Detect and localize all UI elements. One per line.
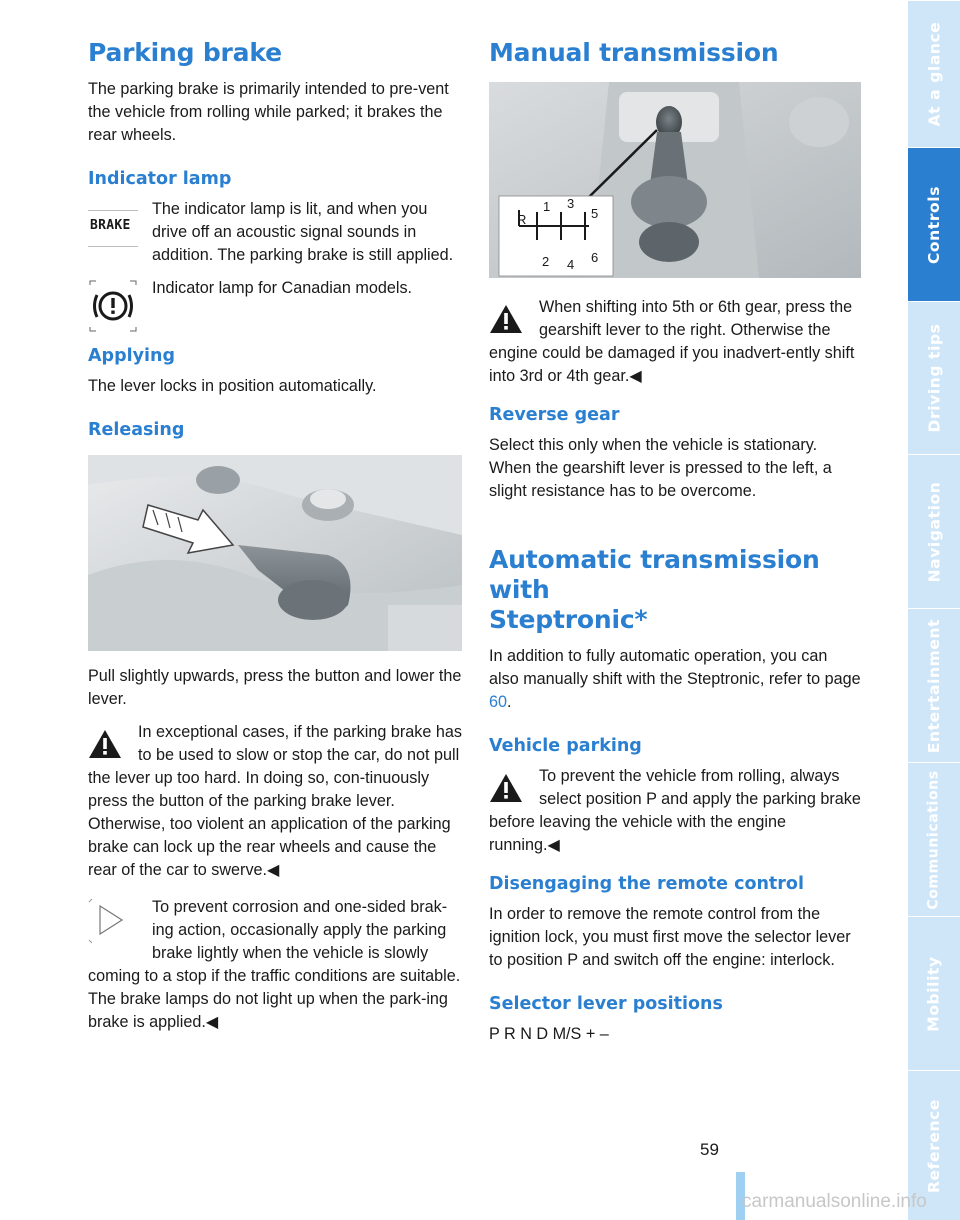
parking-brake-intro: The parking brake is primarily intended to pre-vent the vehicle from rolling while parked; it brakes the rear wheels. (88, 80, 449, 144)
warning-triangle-icon (88, 729, 122, 759)
gear-label-5: 5 (591, 206, 599, 221)
watermark: carmanualsonline.info (742, 1191, 927, 1212)
corrosion-tip-note (88, 896, 462, 1034)
gear-label-6: 6 (591, 250, 599, 265)
selector-positions-text: P R N D M/S + – (489, 1025, 609, 1043)
parking-brake-title: Parking brake (88, 38, 282, 67)
automatic-transmission-title (489, 545, 861, 635)
tab-label: Driving tips (925, 323, 944, 433)
corrosion-tip-text: To prevent corrosion and one-sided brak-ing action, occasionally apply the parking brake lightly when the vehicle is slowly coming to a stop if the traffic conditions are suitable. (88, 898, 461, 985)
tab-label: Navigation (925, 481, 943, 582)
reverse-gear-title: Reverse gear (489, 405, 620, 425)
indicator-lamp-title: Indicator lamp (88, 169, 232, 189)
gear-label-2: 2 (542, 254, 550, 269)
indicator-note (88, 198, 462, 267)
applying-title: Applying (88, 346, 175, 366)
manual-warning-note (489, 296, 861, 388)
brake-icon-text: BRAKE (90, 218, 131, 233)
vehicle-parking-warning-text: To prevent the vehicle from rolling, always select position P and apply the parking brake before leaving the vehicle with the engine running.◀ (489, 767, 861, 854)
automatic-title-line-1: Automatic transmission with (489, 545, 820, 604)
automatic-text (489, 645, 861, 714)
selector-positions-title: Selector lever positions (489, 994, 723, 1014)
canadian-text: Indicator lamp for Canadian models. (152, 279, 413, 297)
tip-icon (88, 898, 138, 944)
tab-mobility[interactable] (908, 916, 960, 1070)
automatic-text-end: . (507, 693, 512, 711)
manual-warning-text: When shifting into 5th or 6th gear, press the gearshift lever to the right. Otherwise the engine could be damaged if you inadvert-ently shift into 3rd or 4th gear.◀ (489, 298, 855, 385)
exceptional-warning-text: In exceptional cases, if the parking brake has to be used to slow or stop the car, do not pull the lever up too hard. In doing so, con-tinuously press the button of the parking brake lever. (88, 723, 462, 810)
tab-driving-tips[interactable] (908, 301, 960, 454)
releasing-text: Pull slightly upwards, press the button and lower the lever. (88, 667, 462, 708)
exceptional-warning-note (88, 721, 462, 882)
gearshift-illustration (489, 82, 861, 278)
gear-label-r: R (517, 212, 527, 227)
releasing-title: Releasing (88, 420, 185, 440)
parking-brake-circle-icon (88, 279, 138, 333)
vehicle-parking-title: Vehicle parking (489, 736, 642, 756)
tab-label: Communications (926, 769, 943, 910)
warning-icon-parking (489, 773, 525, 809)
tab-label: At a glance (925, 21, 943, 127)
reverse-gear-text: Select this only when the vehicle is stationary. When the gearshift lever is pressed to the left, a slight resistance has to be overcome. (489, 436, 832, 500)
indicator-text: The indicator lamp is lit, and when you drive off an acoustic signal sounds in addition. The parking brake is still applied. (152, 200, 454, 264)
tab-communications[interactable] (908, 762, 960, 916)
left-column (88, 38, 462, 1034)
warning-triangle-icon (489, 304, 523, 334)
remote-control-title: Disengaging the remote control (489, 874, 804, 894)
corrosion-tip-text-2: The brake lamps do not light up when the park-ing brake is applied.◀ (88, 990, 448, 1031)
gear-label-3: 3 (567, 196, 575, 211)
chapter-sidebar (908, 0, 960, 1220)
tab-label: Mobility (925, 955, 944, 1032)
gear-label-1: 1 (543, 199, 551, 214)
warning-icon (88, 729, 124, 765)
tab-entertainment[interactable] (908, 608, 960, 762)
automatic-text-body: In addition to fully automatic operation, you can also manually shift with the Steptronic, refer to page (489, 647, 861, 688)
parking-brake-lever-image (88, 455, 462, 651)
tip-arrow-icon (88, 898, 138, 944)
right-column (489, 38, 861, 1046)
tab-label: Entertainment (925, 618, 944, 753)
gearshift-lever-image (489, 82, 861, 278)
vehicle-parking-warning-note (489, 765, 861, 857)
gear-label-4: 4 (567, 257, 575, 272)
canadian-note (88, 277, 462, 331)
warning-icon-manual (489, 304, 525, 340)
page-number: 59 (700, 1140, 719, 1159)
exceptional-warning-text-2: Otherwise, too violent an application of the parking brake can lock up the rear wheels and cause the rear of the car to swerve.◀ (88, 815, 451, 879)
manual-transmission-title: Manual transmission (489, 38, 779, 67)
tab-label: Reference (925, 1098, 943, 1193)
canadian-brake-icon (88, 279, 138, 329)
tab-at-a-glance[interactable] (908, 0, 960, 147)
tab-navigation[interactable] (908, 454, 960, 608)
warning-triangle-icon (489, 773, 523, 803)
applying-text: The lever locks in position automatically. (88, 377, 377, 395)
tab-controls[interactable] (908, 147, 960, 301)
tab-label: Controls (925, 185, 944, 264)
automatic-title-line-2: Steptronic* (489, 605, 648, 634)
remote-control-text: In order to remove the remote control from the ignition lock, you must first move the selector lever to position P and switch off the engine: interlock. (489, 905, 851, 969)
brake-lamp-icon (88, 206, 138, 254)
releasing-illustration (88, 455, 462, 651)
page-60-link[interactable]: 60 (489, 693, 508, 711)
